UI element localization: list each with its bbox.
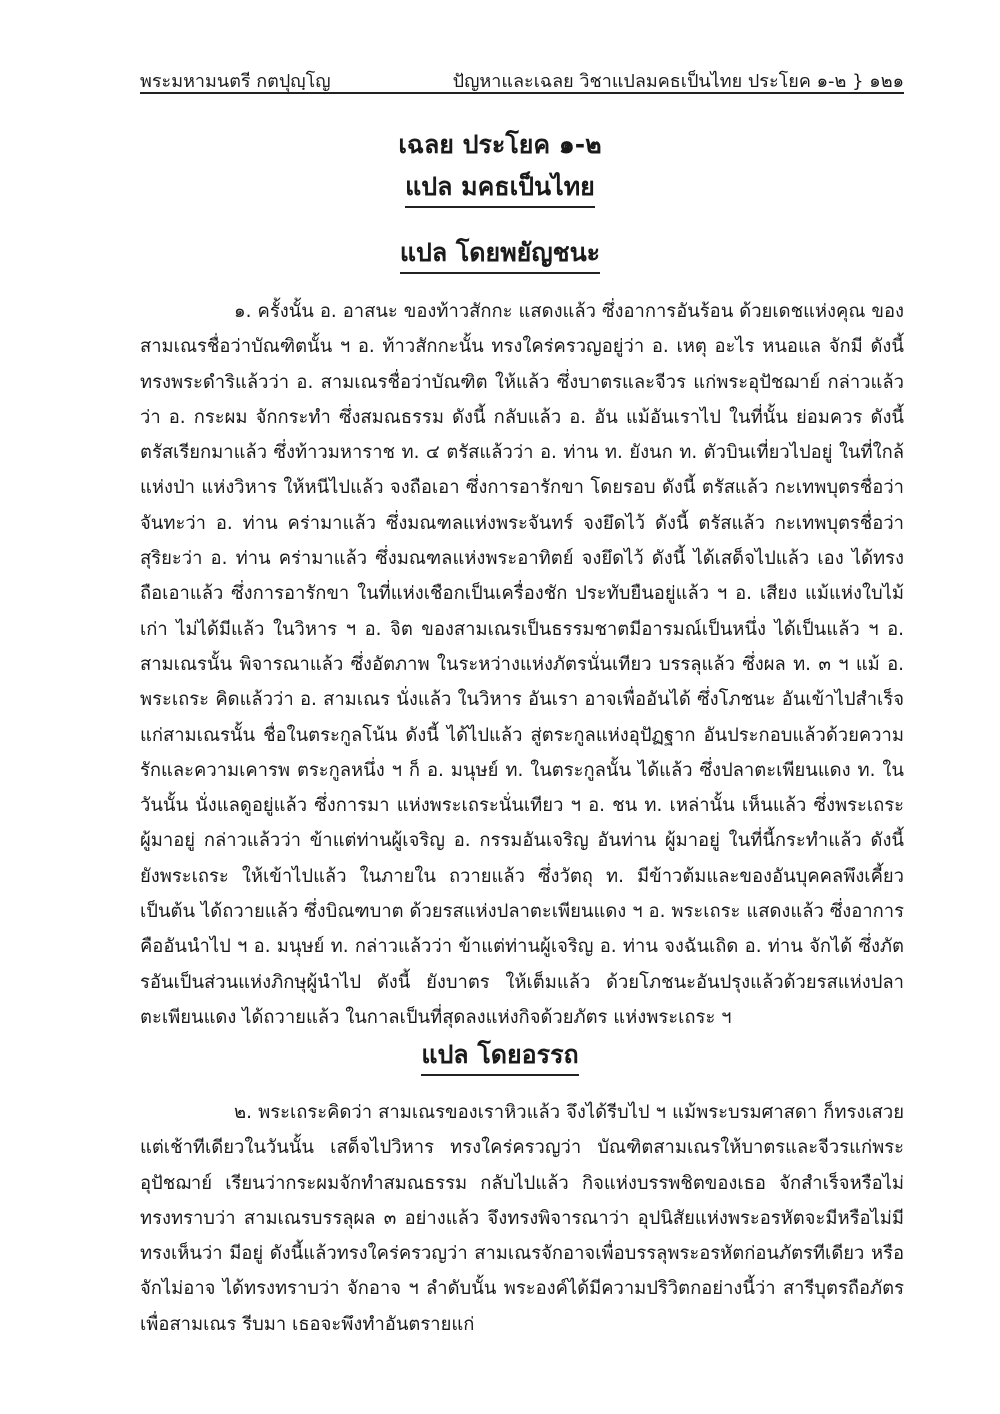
subject-title-text: แปล มคธเป็นไทย (405, 170, 595, 208)
page-header (140, 62, 904, 94)
section-heading-meaning (0, 1038, 1000, 1076)
section-heading-literal-text: แปล โดยพยัญชนะ (400, 236, 600, 274)
section-heading-literal (0, 236, 1000, 274)
header-author: พระมหามนตรี กตปุญฺโญ (140, 71, 331, 92)
subject-title (0, 170, 1000, 208)
paragraph-1: ๑. ครั้งนั้น อ. อาสนะ ของท้าวสักกะ แสดงแล้ว ซึ่งอาการอันร้อน ด้วยเดชแห่งคุณ ของสามเณรชื่อว่าบัณฑิตนั้น ฯ อ. ท้าวสักกะนั้น ทรงใคร่ครวญอยู่ว่า อ. เหตุ อะไร หนอแล จักมี ดังนี้ ทรงพระดำริแล้วว่า อ. สามเณรชื่อว่าบัณฑิต ให้แล้ว ซึ่งบาตรและจีวร แก่พระอุปัชฌาย์ กล่าวแล้วว่า อ. กระผม จักกระทำ ซึ่งสมณธรรม ดังนี้ กลับแล้ว อ. อัน แม้อันเราไป ในที่นั้น ย่อมควร ดังนี้ ตรัสเรียกมาแล้ว ซึ่งท้าวมหาราช ท. ๔ ตรัสแล้วว่า อ. ท่าน ท. ยังนก ท. ตัวบินเที่ยวไปอยู่ ในที่ใกล้แห่งป่า แห่งวิหาร ให้หนีไปแล้ว จงถือเอา ซึ่งการอารักขา โดยรอบ ดังนี้ ตรัสแล้ว กะเทพบุตรชื่อว่าจันทะว่า อ. ท่าน คร่ามาแล้ว ซึ่งมณฑลแห่งพระจันทร์ จงยึดไว้ ดังนี้ ตรัสแล้ว กะเทพบุตรชื่อว่าสุริยะว่า อ. ท่าน คร่ามาแล้ว ซึ่งมณฑลแห่งพระอาทิตย์ จงยึดไว้ ดังนี้ ได้เสด็จไปแล้ว เอง ได้ทรงถือเอาแล้ว ซึ่งการอารักขา ในที่แห่งเชือกเป็นเครื่องชัก ประทับยืนอยู่แล้ว ฯ อ. เสียง แม้แห่งใบไม้เก่า ไม่ได้มีแล้ว ในวิหาร ฯ อ. จิต ของสามเณรเป็นธรรมชาตมีอารมณ์เป็นหนึ่ง ได้เป็นแล้ว ฯ อ. สามเณรนั้น พิจารณาแล้ว ซึ่งอัตภาพ ในระหว่างแห่งภัตรนั่นเทียว บรรลุแล้ว ซึ่งผล ท. ๓ ฯ แม้ อ. พระเถระ คิดแล้วว่า อ. สามเณร นั่งแล้ว ในวิหาร อันเรา อาจเพื่ออันได้ ซึ่งโภชนะ อันเข้าไปสำเร็จ แก่สามเณรนั้น ชื่อในตระกูลโน้น ดังนี้ ได้ไปแล้ว สู่ตระกูลแห่งอุปัฏฐาก อันประกอบแล้วด้วยความรักและความเคารพ ตระกูลหนึ่ง ฯ ก็ อ. มนุษย์ ท. ในตระกูลนั้น ได้แล้ว ซึ่งปลาตะเพียนแดง ท. ในวันนั้น นั่งแลดูอยู่แล้ว ซึ่งการมา แห่งพระเถระนั่นเทียว ฯ อ. ชน ท. เหล่านั้น เห็นแล้ว ซึ่งพระเถระ ผู้มาอยู่ กล่าวแล้วว่า ข้าแต่ท่านผู้เจริญ อ. กรรมอันเจริญ อันท่าน ผู้มาอยู่ ในที่นี้กระทำแล้ว ดังนี้ ยังพระเถระ ให้เข้าไปแล้ว ในภายใน ถวายแล้ว ซึ่งวัตถุ ท. มีข้าวต้มและของอันบุคคลพึงเคี้ยวเป็นต้น ได้ถวายแล้ว ซึ่งบิณฑบาต ด้วยรสแห่งปลาตะเพียนแดง ฯ อ. พระเถระ แสดงแล้ว ซึ่งอาการคืออันนำไป ฯ อ. มนุษย์ ท. กล่าวแล้วว่า ข้าแต่ท่านผู้เจริญ อ. ท่าน จงฉันเถิด อ. ท่าน จักได้ ซึ่งภัตรอันเป็นส่วนแห่งภิกษุผู้นำไป ดังนี้ ยังบาตร ให้เต็มแล้ว ด้วยโภชนะอันปรุงแล้วด้วยรสแห่งปลาตะเพียนแดง ได้ถวายแล้ว ในกาลเป็นที่สุดลงแห่งกิจด้วยภัตร แห่งพระเถระ ฯ (140, 301, 904, 1028)
main-title-text: เฉลย ประโยค ๑-๒ (398, 130, 602, 159)
paragraph-2: ๒. พระเถระคิดว่า สามเณรของเราหิวแล้ว จึงได้รีบไป ฯ แม้พระบรมศาสดา ก็ทรงเสวยแต่เช้าทีเดียวในวันนั้น เสด็จไปวิหาร ทรงใคร่ครวญว่า บัณฑิตสามเณรให้บาตรและจีวรแก่พระอุปัชฌาย์ เรียนว่ากระผมจักทำสมณธรรม กลับไปแล้ว กิจแห่งบรรพชิตของเธอ จักสำเร็จหรือไม่ ทรงทราบว่า สามเณรบรรลุผล ๓ อย่างแล้ว จึงทรงพิจารณาว่า อุปนิสัยแห่งพระอรหัตจะมีหรือไม่มี ทรงเห็นว่า มีอยู่ ดังนี้แล้วทรงใคร่ครวญว่า สามเณรจักอาจเพื่อบรรลุพระอรหัตก่อนภัตรทีเดียว หรือจักไม่อาจ ได้ทรงทราบว่า จักอาจ ฯ ลำดับนั้น พระองค์ได้มีความปริวิตกอย่างนี้ว่า สารีบุตรถือภัตรเพื่อสามเณร รีบมา เธอจะพึงทำอันตรายแก่ (140, 1102, 904, 1335)
header-book-title: ปัญหาและเฉลย วิชาแปลมคธเป็นไทย ประโยค ๑-๒ } ๑๒๑ (452, 71, 904, 92)
main-title (0, 128, 1000, 162)
section-heading-meaning-text: แปล โดยอรรถ (421, 1038, 578, 1076)
